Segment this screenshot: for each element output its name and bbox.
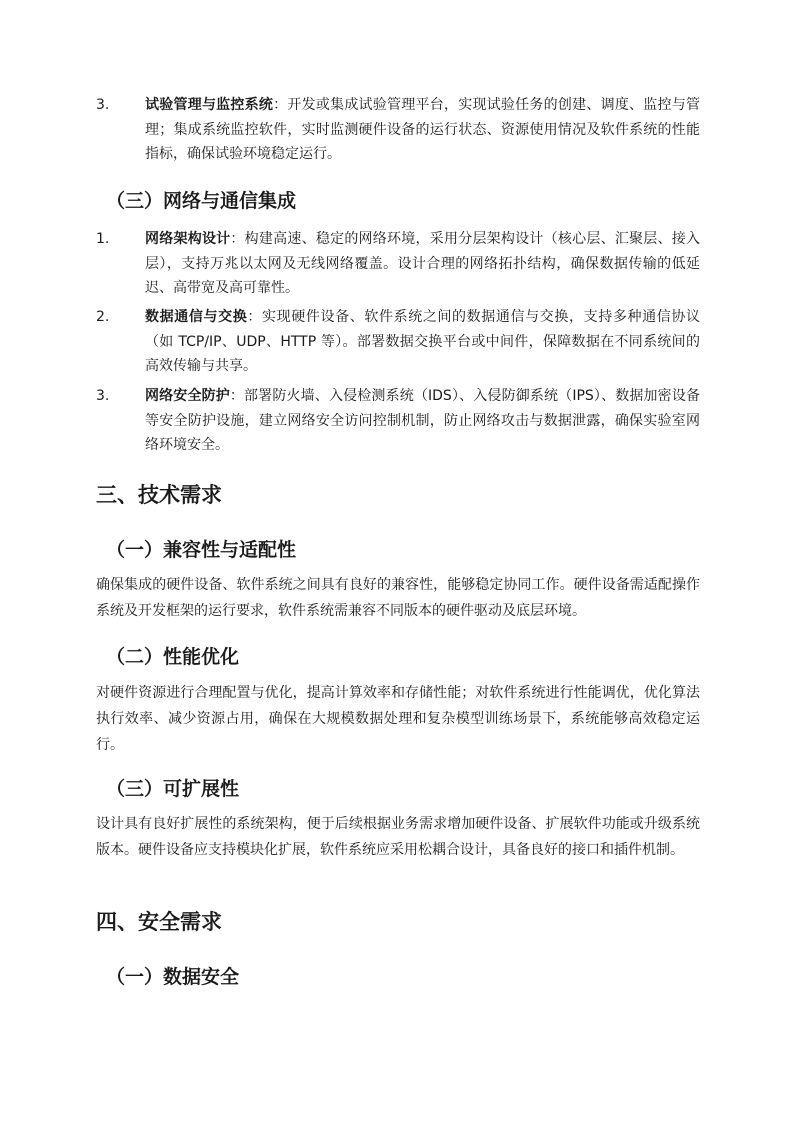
paragraph-scale: 设计具有良好扩展性的系统架构，便于后续根据业务需求增加硬件设备、扩展软件功能或升级系统版本。硬件设备应支持模块化扩展，软件系统应采用松耦合设计，具备良好的接口和插件机制。	[96, 816, 700, 858]
list-item-test-management	[96, 93, 700, 167]
list-number: 2.	[96, 309, 110, 325]
section-heading-perf: （二）性能优化	[106, 646, 240, 668]
section-heading-compat: （一）兼容性与适配性	[106, 539, 297, 561]
list-text: ：构建高速、稳定的网络环境，采用分层架构设计（核心层、汇聚层、接入层），支持万兆以太网及无线网络覆盖。设计合理的网络拓扑结构，确保数据传输的低延迟、高带宽及高可靠性。	[145, 231, 700, 296]
list-term: 网络架构设计	[145, 231, 231, 247]
list-text: ：开发或集成试验管理平台，实现试验任务的创建、调度、监控与管理；集成系统监控软件，实时监测硬件设备的运行状态、资源使用情况及软件系统的性能指标，确保试验环境稳定运行。	[145, 97, 701, 162]
paragraph-compat: 确保集成的硬件设备、软件系统之间具有良好的兼容性，能够稳定协同工作。硬件设备需适配操作系统及开发框架的运行要求，软件系统需兼容不同版本的硬件驱动及底层环境。	[96, 577, 700, 619]
list-term: 试验管理与监控系统	[145, 97, 274, 113]
list-item-network-security	[96, 384, 700, 458]
list-item-data-communication	[96, 305, 700, 379]
list-term: 数据通信与交换	[145, 309, 248, 325]
list-number: 3.	[96, 388, 110, 404]
section-heading-data-security: （一）数据安全	[106, 966, 240, 988]
list-number: 1.	[96, 231, 110, 247]
list-number: 3.	[96, 97, 110, 113]
list-text: ：部署防火墙、入侵检测系统（IDS）、入侵防御系统（IPS）、数据加密设备等安全防护设施，建立网络安全访问控制机制，防止网络攻击与数据泄露，确保实验室网络环境安全。	[145, 388, 700, 453]
list-term: 网络安全防护	[145, 388, 230, 404]
paragraph-perf: 对硬件资源进行合理配置与优化，提高计算效率和存储性能；对软件系统进行性能调优，优化算法执行效率、减少资源占用，确保在大规模数据处理和复杂模型训练场景下，系统能够高效稳定运行。	[96, 685, 700, 753]
chapter-heading-tech: 三、技术需求	[96, 483, 222, 507]
section-heading-network: （三）网络与通信集成	[106, 190, 297, 212]
list-text: ：实现硬件设备、软件系统之间的数据通信与交换，支持多种通信协议（如 TCP/IP、UDP、HTTP 等）。部署数据交换平台或中间件，保障数据在不同系统间的高效传输与共享。	[145, 309, 701, 374]
section-heading-scale: （三）可扩展性	[106, 778, 240, 800]
list-item-network-architecture	[96, 227, 700, 301]
chapter-heading-security: 四、安全需求	[96, 910, 222, 934]
